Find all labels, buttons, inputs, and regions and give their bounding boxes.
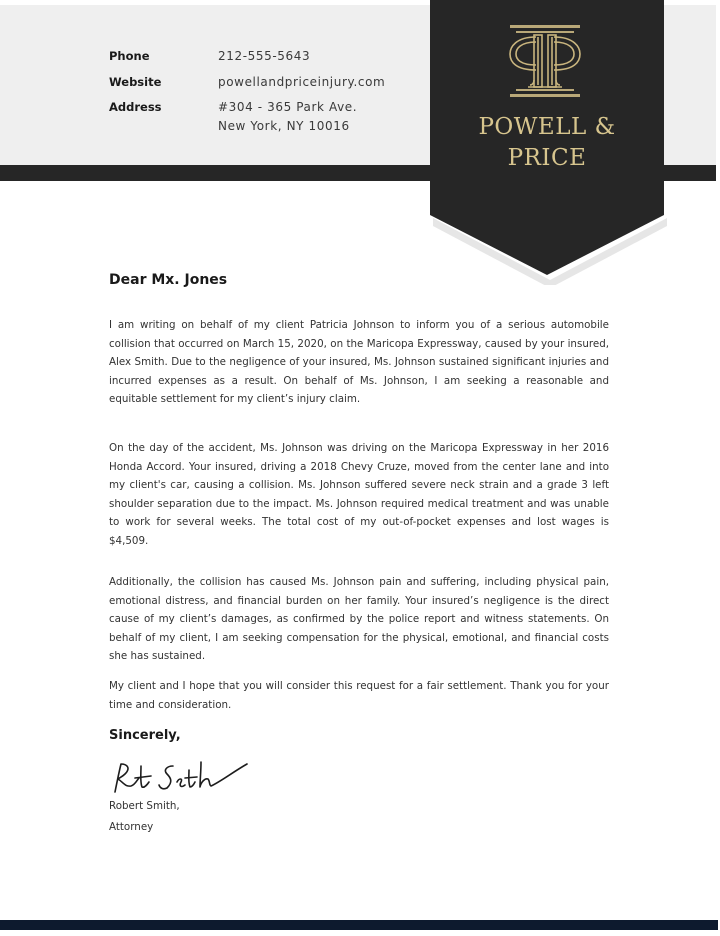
signer-title: Attorney (109, 821, 154, 833)
firm-name-line-1: POWELL & (478, 114, 616, 140)
firm-name (430, 112, 664, 174)
letter-paragraph-3: Additionally, the collision has caused Ms. Johnson pain and suffering, including physical pain, emotional distress, and financial burden on her family. Your insured’s negligence is the direct cause of my client’s damages, as confirmed by the police report and witness statements. On behalf of my client, I am seeking compensation for the physical, emotional, and financial costs she has sustained. (109, 576, 609, 662)
address-label: Address (109, 100, 162, 114)
address-value (218, 95, 357, 136)
footer-bar (0, 920, 718, 930)
website-label: Website (109, 75, 162, 89)
firm-name-line-2: PRICE (507, 145, 587, 171)
letter-paragraph-4: My client and I hope that you will consider this request for a fair settlement. Thank you for your time and consideration. (109, 680, 609, 711)
signer-name: Robert Smith, (109, 800, 180, 812)
pillar-monogram-icon (500, 20, 590, 100)
contact-address-row (109, 95, 385, 136)
contact-phone-row (109, 43, 385, 69)
contact-block (109, 43, 385, 136)
handwritten-signature (105, 752, 255, 798)
phone-value: 212-555-5643 (218, 49, 311, 63)
address-line-1: #304 - 365 Park Ave. (218, 100, 358, 114)
letter-paragraph-1: I am writing on behalf of my client Patricia Johnson to inform you of a serious automobile collision that occurred on March 15, 2020, on the Maricopa Expressway, caused by your insured, Alex Smith. Due to the negligence of your insured, Ms. Johnson sustained significant injuries and incurred expenses as a result. On behalf of Ms. Johnson, I am seeking a reasonable and equitable settlement for my client’s injury claim. (109, 319, 609, 405)
letter-paragraph-2: On the day of the accident, Ms. Johnson was driving on the Maricopa Expressway in her 2016 Honda Accord. Your insured, driving a 2018 Chevy Cruze, moved from the center lane and into my client's car, causing a collision. Ms. Johnson suffered severe neck strain and a grade 3 left shoulder separation due to the impact. Ms. Johnson required medical treatment and was unable to work for several weeks. The total cost of my out-of-pocket expenses and lost wages is $4,509. (109, 442, 609, 547)
closing: Sincerely, (109, 728, 181, 743)
phone-label: Phone (109, 49, 150, 63)
address-line-2: New York, NY 10016 (218, 119, 350, 133)
salutation: Dear Mx. Jones (109, 272, 228, 288)
website-value[interactable]: powellandpriceinjury.com (218, 75, 386, 89)
contact-website-row (109, 69, 385, 95)
signer-block (109, 796, 180, 838)
